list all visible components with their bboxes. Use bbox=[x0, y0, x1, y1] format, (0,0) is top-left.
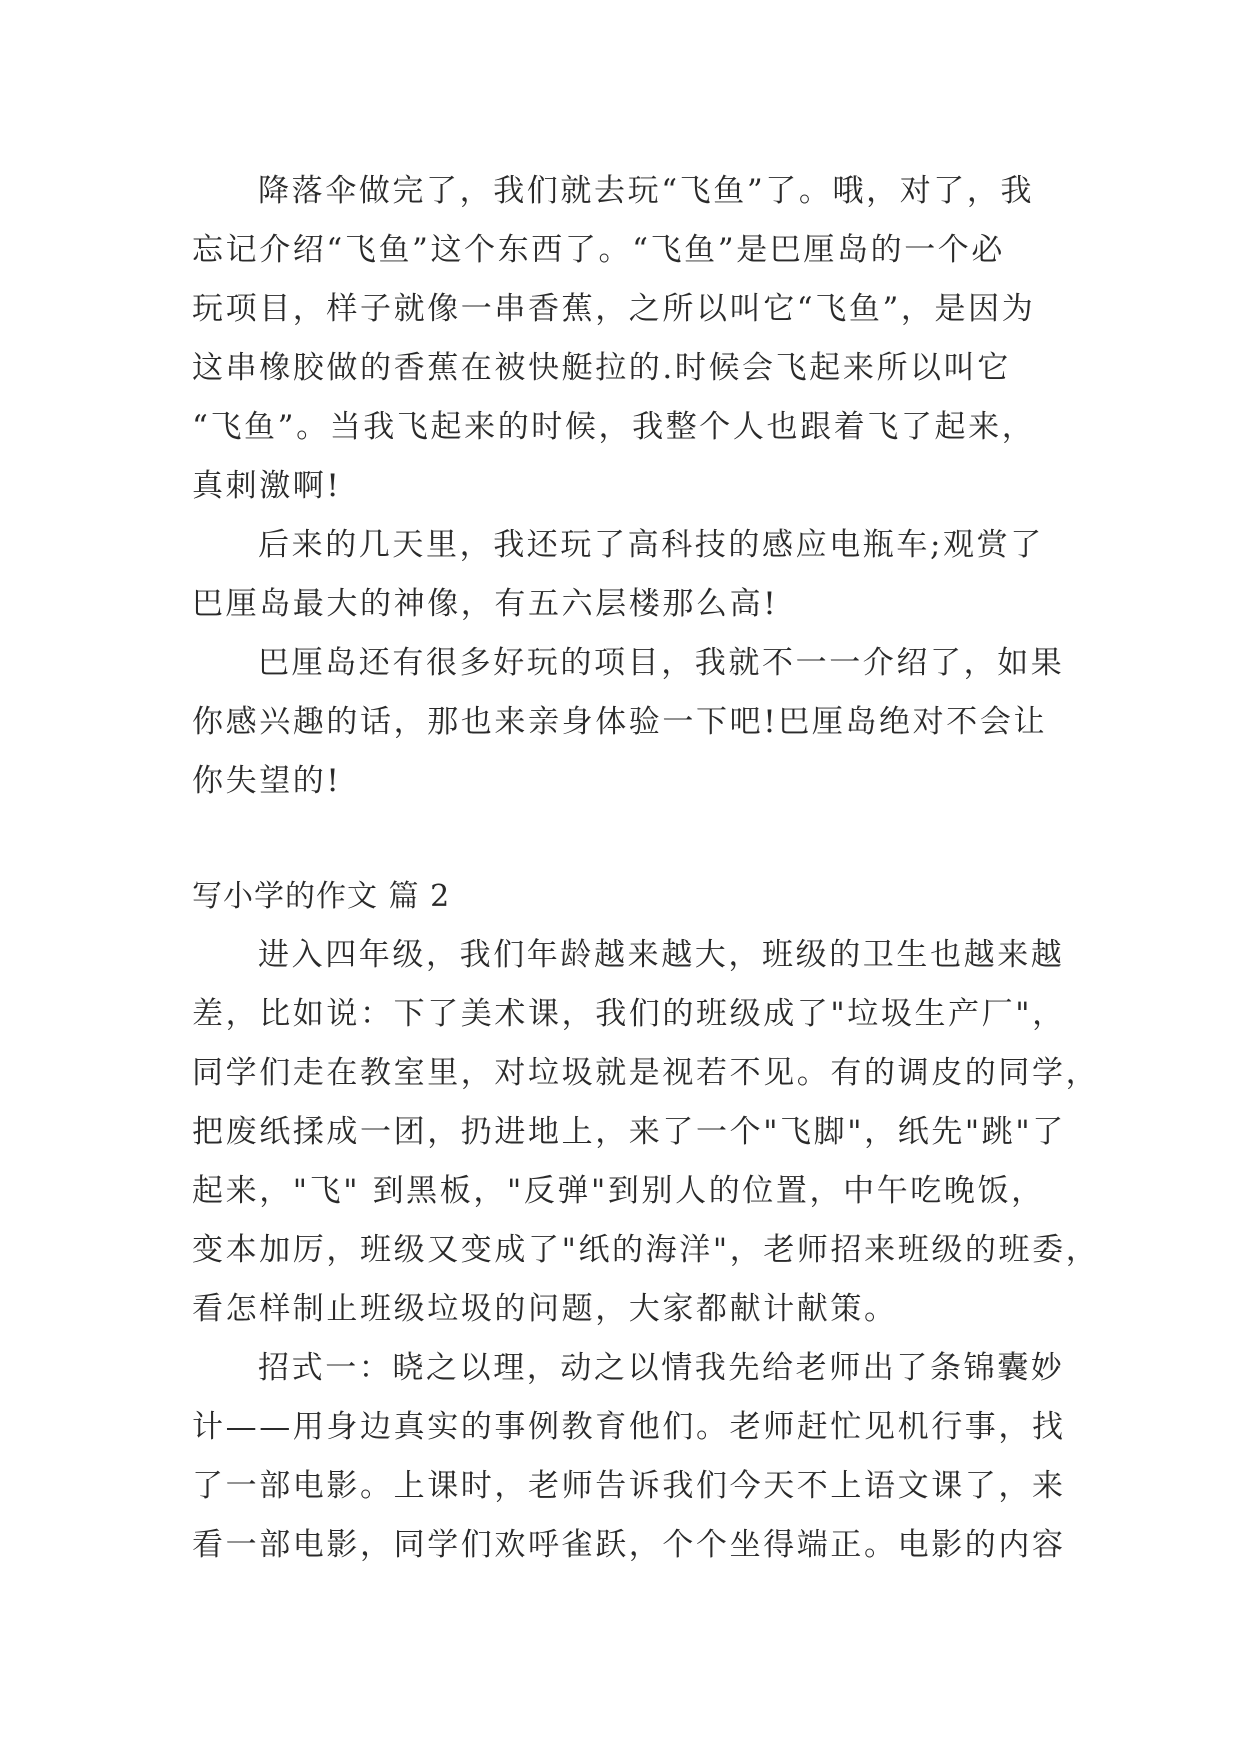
paragraph bbox=[192, 926, 1100, 1339]
text-line: 看怎样制止班级垃圾的问题，大家都献计献策。 bbox=[192, 1291, 898, 1327]
paragraph bbox=[192, 634, 1065, 811]
paragraph bbox=[192, 516, 1052, 634]
text-line: 降落伞做完了，我们就去玩“飞鱼”了。哦，对了，我 bbox=[258, 173, 1035, 209]
text-line: 这串橡胶做的香蕉在被快艇拉的.时候会飞起来所以叫它 bbox=[192, 350, 1011, 386]
text-line: 差，比如说：下了美术课，我们的班级成了"垃圾生产厂"， bbox=[192, 996, 1066, 1032]
text-line: 玩项目，样子就像一串香蕉，之所以叫它“飞鱼”，是因为 bbox=[192, 291, 1036, 327]
text-line: 起来，"飞" 到黑板，"反弹"到别人的位置，中午吃晚饭， bbox=[192, 1173, 1045, 1209]
text-line: 巴厘岛最大的神像，有五六层楼那么高! bbox=[192, 586, 779, 622]
paragraph bbox=[192, 1339, 1066, 1575]
text-line: 进入四年级，我们年龄越来越大，班级的卫生也越来越 bbox=[258, 937, 1065, 973]
text-line: “飞鱼”。当我飞起来的时候，我整个人也跟着飞了起来， bbox=[192, 409, 1036, 445]
text-line: 忘记介绍“飞鱼”这个东西了。“飞鱼”是巴厘岛的一个必 bbox=[192, 232, 1005, 268]
text-line: 后来的几天里，我还玩了高科技的感应电瓶车;观赏了 bbox=[258, 527, 1044, 563]
text-line: 你感兴趣的话，那也来亲身体验一下吧!巴厘岛绝对不会让 bbox=[192, 704, 1048, 740]
text-line: 招式一：晓之以理，动之以情我先给老师出了条锦囊妙 bbox=[258, 1350, 1065, 1386]
text-line: 真刺激啊! bbox=[192, 468, 342, 504]
text-line: 巴厘岛还有很多好玩的项目，我就不一一介绍了，如果 bbox=[258, 645, 1065, 681]
text-line: 把废纸揉成一团，扔进地上，来了一个"飞脚"，纸先"跳"了 bbox=[192, 1114, 1066, 1150]
text-line: 了一部电影。上课时，老师告诉我们今天不上语文课了，来 bbox=[192, 1468, 1066, 1504]
text-line: 你失望的! bbox=[192, 763, 342, 799]
paragraph bbox=[192, 162, 1052, 516]
section-heading: 写小学的作文 篇 2 bbox=[192, 879, 451, 914]
text-line: 同学们走在教室里，对垃圾就是视若不见。有的调皮的同学， bbox=[192, 1055, 1100, 1091]
section-spacer bbox=[192, 811, 1052, 867]
text-line: 变本加厉，班级又变成了"纸的海洋"，老师招来班级的班委， bbox=[192, 1232, 1100, 1268]
document-body bbox=[192, 162, 1100, 1575]
text-line: 看一部电影，同学们欢呼雀跃，个个坐得端正。电影的内容 bbox=[192, 1527, 1066, 1563]
text-line: 计——用身边真实的事例教育他们。老师赶忙见机行事，找 bbox=[192, 1409, 1066, 1445]
